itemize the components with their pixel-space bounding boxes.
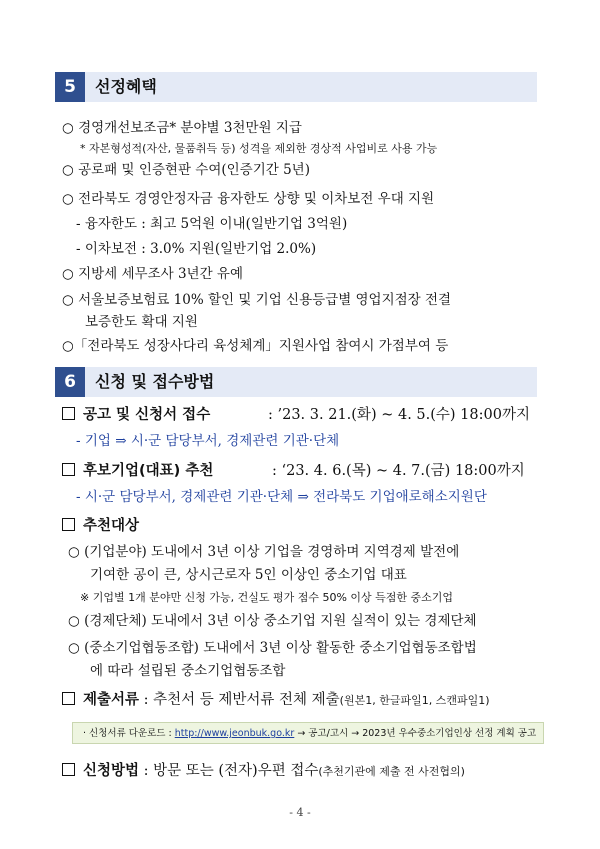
section-5-title: 선정혜택 <box>95 77 157 96</box>
method-suffix: (추천기관에 제출 전 사전협의) <box>318 765 465 778</box>
documents-text: : 추천서 등 제반서류 전체 제출 <box>143 692 340 708</box>
target-company-line1: ○ (기업분야) 도내에서 3년 이상 기업을 경영하며 지역경제 발전에 <box>68 544 460 560</box>
documents-suffix: (원본1, 한글파일1, 스캔파일1) <box>339 694 490 707</box>
notice-heading <box>62 405 210 425</box>
documents-title: 제출서류 <box>83 692 140 708</box>
notice-title: 공고 및 신청서 접수 <box>83 407 211 423</box>
benefit-insurance: ○ 서울보증보험료 10% 할인 및 기업 신용등급별 영업지점장 전결 <box>62 292 452 308</box>
recommend-title: 후보기업(대표) 추천 <box>83 463 214 479</box>
target-note: ※ 기업별 1개 분야만 신청 가능, 건실도 평가 점수 50% 이상 득점한 중소기업 <box>80 591 454 604</box>
checkbox-square <box>62 463 75 476</box>
checkbox-square <box>62 692 75 705</box>
documents-heading <box>62 690 489 711</box>
checkbox-square <box>62 763 75 776</box>
recommend-detail: - 시·군 담당부서, 경제관련 기관·단체 ⇒ 전라북도 기업애로해소지원단 <box>76 489 487 505</box>
benefit-ladder: ○「전라북도 성장사다리 육성체계」지원사업 참여시 가점부여 등 <box>62 338 449 354</box>
target-company-line2: 기여한 공이 큰, 상시근로자 5인 이상인 중소기업 대표 <box>90 567 407 583</box>
benefit-subsidy: ○ 경영개선보조금* 분야별 3천만원 지급 <box>62 120 302 136</box>
method-heading <box>62 761 465 782</box>
targets-title: 추천대상 <box>83 518 140 534</box>
target-coop-line1: ○ (중소기업협동조합) 도내에서 3년 이상 활동한 중소기업협동조합법 <box>68 640 477 656</box>
checkbox-square <box>62 518 75 531</box>
benefit-loan: ○ 전라북도 경영안정자금 융자한도 상향 및 이차보전 우대 지원 <box>62 191 435 207</box>
benefit-tax: ○ 지방세 세무조사 3년간 유예 <box>62 266 243 282</box>
method-title: 신청방법 <box>83 763 140 779</box>
section-6-number: 6 <box>55 367 85 397</box>
section-6-title: 신청 및 접수방법 <box>95 372 215 391</box>
benefit-insurance-cont: 보증한도 확대 지원 <box>85 314 198 330</box>
benefit-subsidy-note: * 자본형성적(자산, 물품취득 등) 성격을 제외한 경상적 사업비로 사용 가능 <box>80 142 438 155</box>
download-label: · 신청서류 다운로드 : <box>83 728 172 739</box>
targets-heading <box>62 516 139 536</box>
benefit-loan-limit: - 융자한도 : 최고 5억원 이내(일반기업 3억원) <box>76 216 348 232</box>
method-text: : 방문 또는 (전자)우편 접수 <box>143 763 319 779</box>
benefit-interest: - 이차보전 : 3.0% 지원(일반기업 2.0%) <box>76 241 317 257</box>
notice-detail: - 기업 ⇒ 시·군 담당부서, 경제관련 기관·단체 <box>76 433 340 449</box>
notice-date: : ’23. 3. 21.(화) ~ 4. 5.(수) 18:00까지 <box>268 407 530 423</box>
download-link[interactable]: http://www.jeonbuk.go.kr <box>174 728 295 739</box>
recommend-date: : ‘23. 4. 6.(목) ~ 4. 7.(금) 18:00까지 <box>272 463 525 479</box>
download-box <box>72 722 544 744</box>
recommend-heading <box>62 461 213 481</box>
section-5-number: 5 <box>55 72 85 102</box>
section-5-header <box>55 72 537 102</box>
target-coop-line2: 에 따라 설립된 중소기업협동조합 <box>90 663 286 679</box>
checkbox-square <box>62 407 75 420</box>
target-economic: ○ (경제단체) 도내에서 3년 이상 중소기업 지원 실적이 있는 경제단체 <box>68 613 477 629</box>
download-path: → 공고/고시 → 2023년 우수중소기업인상 선정 계획 공고 <box>297 728 537 739</box>
benefit-plaque: ○ 공로패 및 인증현판 수여(인증기간 5년) <box>62 162 310 178</box>
page-number: - 4 - <box>289 806 311 819</box>
section-6-header <box>55 367 537 397</box>
